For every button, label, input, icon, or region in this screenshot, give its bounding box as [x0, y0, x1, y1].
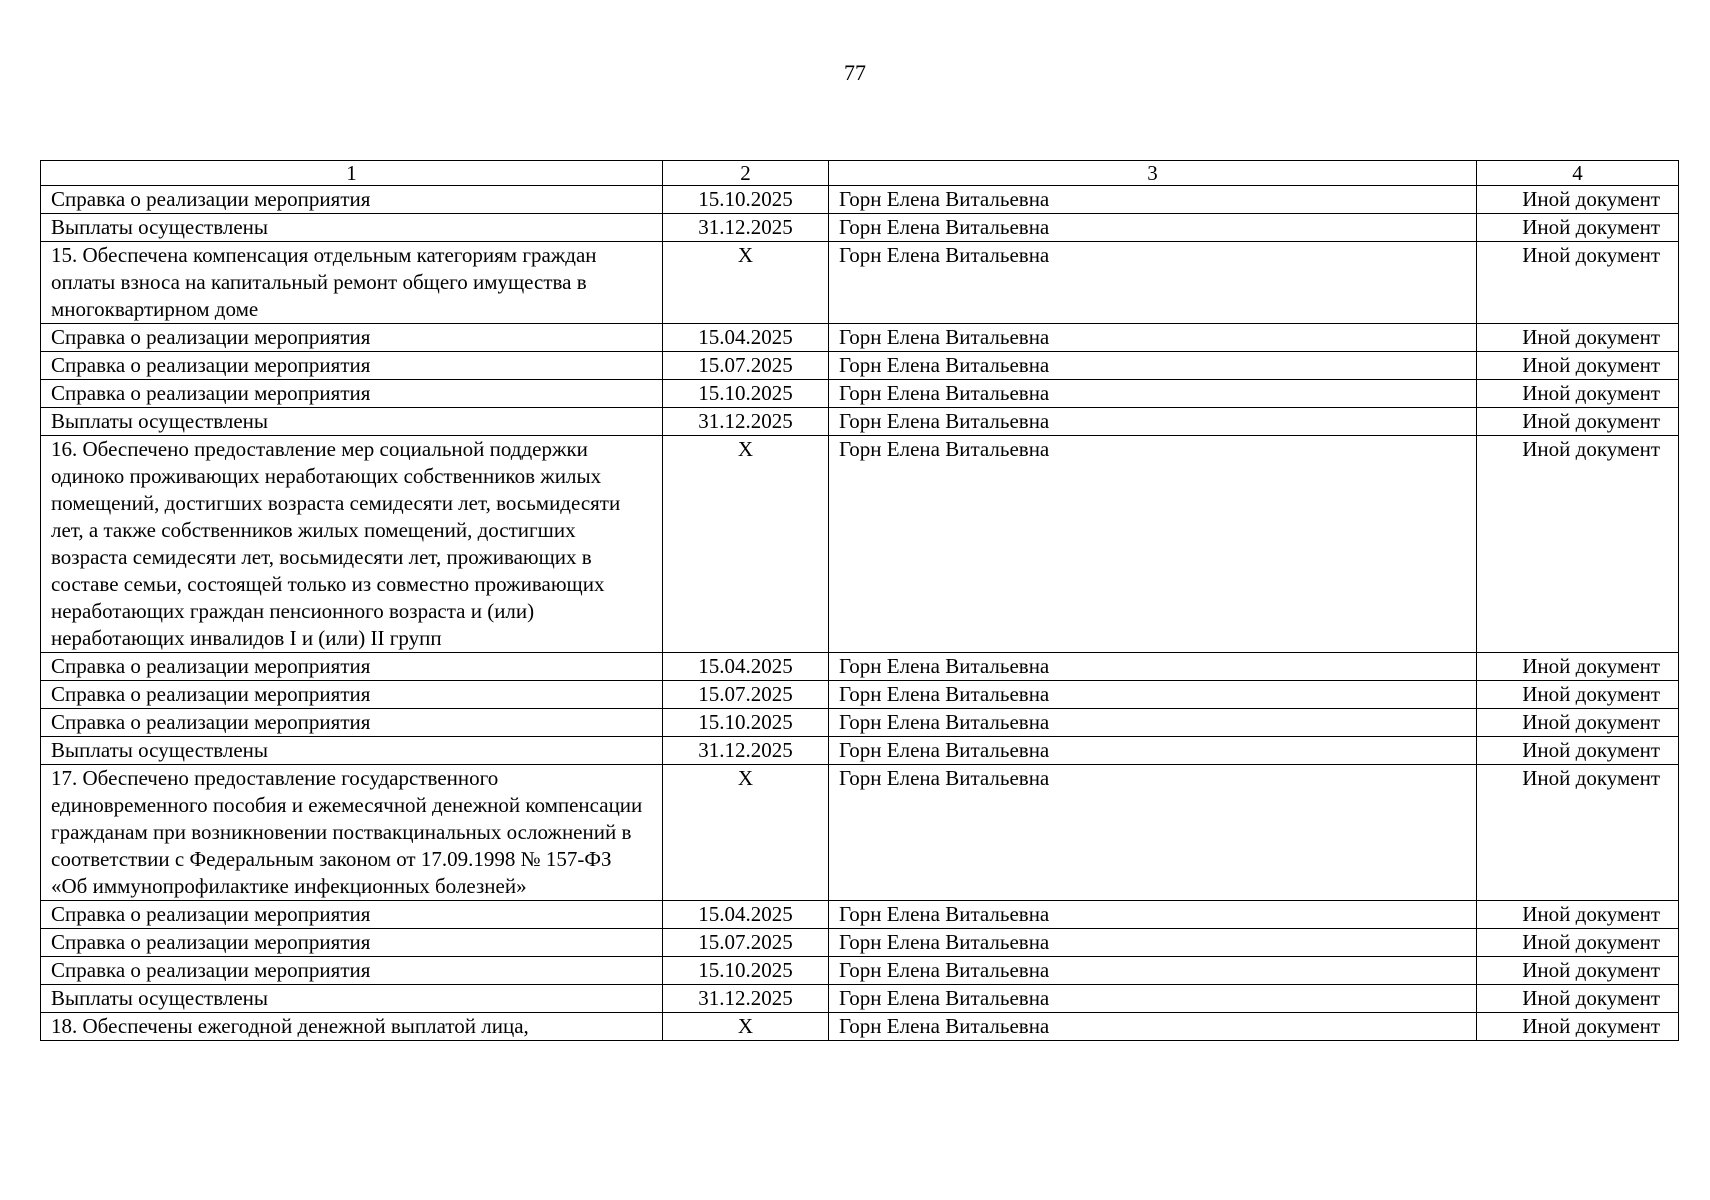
date-cell: 31.12.2025 — [663, 408, 829, 436]
document-type-cell: Иной документ — [1477, 352, 1679, 380]
responsible-cell: Горн Елена Витальевна — [829, 324, 1477, 352]
date-cell: 15.10.2025 — [663, 957, 829, 985]
date-cell: 15.07.2025 — [663, 352, 829, 380]
table-row — [41, 653, 1679, 681]
responsible-cell: Горн Елена Витальевна — [829, 1013, 1477, 1041]
table-body — [41, 161, 1679, 1041]
responsible-cell: Горн Елена Витальевна — [829, 957, 1477, 985]
table-row — [41, 1013, 1679, 1041]
description-cell: Справка о реализации мероприятия — [41, 709, 663, 737]
table-row — [41, 380, 1679, 408]
table-row — [41, 737, 1679, 765]
date-cell: X — [663, 765, 829, 901]
date-cell: 31.12.2025 — [663, 737, 829, 765]
description-cell: Справка о реализации мероприятия — [41, 901, 663, 929]
document-type-cell: Иной документ — [1477, 709, 1679, 737]
description-cell: 15. Обеспечена компенсация отдельным категориям граждан оплаты взноса на капитальный ремонт общего имущества в многоквартирном доме — [41, 242, 663, 324]
document-type-cell: Иной документ — [1477, 929, 1679, 957]
responsible-cell: Горн Елена Витальевна — [829, 436, 1477, 653]
document-table — [40, 160, 1679, 1041]
table-row — [41, 352, 1679, 380]
description-cell: Выплаты осуществлены — [41, 985, 663, 1013]
document-type-cell: Иной документ — [1477, 324, 1679, 352]
document-type-cell: Иной документ — [1477, 408, 1679, 436]
header-cell-2: 2 — [663, 161, 829, 186]
description-cell: 16. Обеспечено предоставление мер социальной поддержки одиноко проживающих неработающих собственников жилых помещений, достигших возраста семидесяти лет, восьмидесяти лет, а также собственников жилых помещений, достигших возраста семидесяти лет, восьмидесяти лет, проживающих в составе семьи, состоящей только из совместно проживающих неработающих граждан пенсионного возраста и (или) неработающих инвалидов I и (или) II групп — [41, 436, 663, 653]
responsible-cell: Горн Елена Витальевна — [829, 242, 1477, 324]
page-number: 77 — [844, 60, 866, 85]
date-cell: X — [663, 242, 829, 324]
responsible-cell: Горн Елена Витальевна — [829, 408, 1477, 436]
description-cell: Выплаты осуществлены — [41, 214, 663, 242]
responsible-cell: Горн Елена Витальевна — [829, 653, 1477, 681]
document-type-cell: Иной документ — [1477, 985, 1679, 1013]
description-cell: 18. Обеспечены ежегодной денежной выплатой лица, — [41, 1013, 663, 1041]
description-cell: Справка о реализации мероприятия — [41, 681, 663, 709]
table-row — [41, 408, 1679, 436]
date-cell: 31.12.2025 — [663, 985, 829, 1013]
responsible-cell: Горн Елена Витальевна — [829, 765, 1477, 901]
description-cell: Справка о реализации мероприятия — [41, 352, 663, 380]
table-row — [41, 929, 1679, 957]
date-cell: X — [663, 1013, 829, 1041]
description-cell: Справка о реализации мероприятия — [41, 653, 663, 681]
document-type-cell: Иной документ — [1477, 186, 1679, 214]
header-cell-4: 4 — [1477, 161, 1679, 186]
date-cell: 15.10.2025 — [663, 709, 829, 737]
document-type-cell: Иной документ — [1477, 901, 1679, 929]
document-type-cell: Иной документ — [1477, 765, 1679, 901]
table-row — [41, 324, 1679, 352]
document-type-cell: Иной документ — [1477, 957, 1679, 985]
document-type-cell: Иной документ — [1477, 1013, 1679, 1041]
document-type-cell: Иной документ — [1477, 737, 1679, 765]
description-cell: Выплаты осуществлены — [41, 408, 663, 436]
document-type-cell: Иной документ — [1477, 653, 1679, 681]
responsible-cell: Горн Елена Витальевна — [829, 352, 1477, 380]
responsible-cell: Горн Елена Витальевна — [829, 214, 1477, 242]
date-cell: 15.07.2025 — [663, 929, 829, 957]
date-cell: 15.10.2025 — [663, 186, 829, 214]
date-cell: X — [663, 436, 829, 653]
document-type-cell: Иной документ — [1477, 380, 1679, 408]
responsible-cell: Горн Елена Витальевна — [829, 186, 1477, 214]
description-cell: Справка о реализации мероприятия — [41, 324, 663, 352]
date-cell: 31.12.2025 — [663, 214, 829, 242]
table-row — [41, 765, 1679, 901]
description-cell: Справка о реализации мероприятия — [41, 380, 663, 408]
document-type-cell: Иной документ — [1477, 214, 1679, 242]
document-type-cell: Иной документ — [1477, 681, 1679, 709]
table-row — [41, 242, 1679, 324]
description-cell: 17. Обеспечено предоставление государственного единовременного пособия и ежемесячной денежной компенсации гражданам при возникновении поствакцинальных осложнений в соответствии с Федеральным законом от 17.09.1998 № 157-ФЗ «Об иммунопрофилактике инфекционных болезней» — [41, 765, 663, 901]
table-header-row — [41, 161, 1679, 186]
document-type-cell: Иной документ — [1477, 242, 1679, 324]
responsible-cell: Горн Елена Витальевна — [829, 709, 1477, 737]
description-cell: Справка о реализации мероприятия — [41, 186, 663, 214]
date-cell: 15.07.2025 — [663, 681, 829, 709]
table-row — [41, 709, 1679, 737]
table-row — [41, 681, 1679, 709]
responsible-cell: Горн Елена Витальевна — [829, 380, 1477, 408]
date-cell: 15.10.2025 — [663, 380, 829, 408]
document-type-cell: Иной документ — [1477, 436, 1679, 653]
header-cell-3: 3 — [829, 161, 1477, 186]
responsible-cell: Горн Елена Витальевна — [829, 929, 1477, 957]
date-cell: 15.04.2025 — [663, 653, 829, 681]
table-row — [41, 957, 1679, 985]
responsible-cell: Горн Елена Витальевна — [829, 985, 1477, 1013]
responsible-cell: Горн Елена Витальевна — [829, 737, 1477, 765]
responsible-cell: Горн Елена Витальевна — [829, 681, 1477, 709]
table-row — [41, 985, 1679, 1013]
table-row — [41, 214, 1679, 242]
table-row — [41, 901, 1679, 929]
header-cell-1: 1 — [41, 161, 663, 186]
date-cell: 15.04.2025 — [663, 324, 829, 352]
description-cell: Справка о реализации мероприятия — [41, 957, 663, 985]
date-cell: 15.04.2025 — [663, 901, 829, 929]
table-row — [41, 186, 1679, 214]
description-cell: Справка о реализации мероприятия — [41, 929, 663, 957]
description-cell: Выплаты осуществлены — [41, 737, 663, 765]
table-row — [41, 436, 1679, 653]
responsible-cell: Горн Елена Витальевна — [829, 901, 1477, 929]
